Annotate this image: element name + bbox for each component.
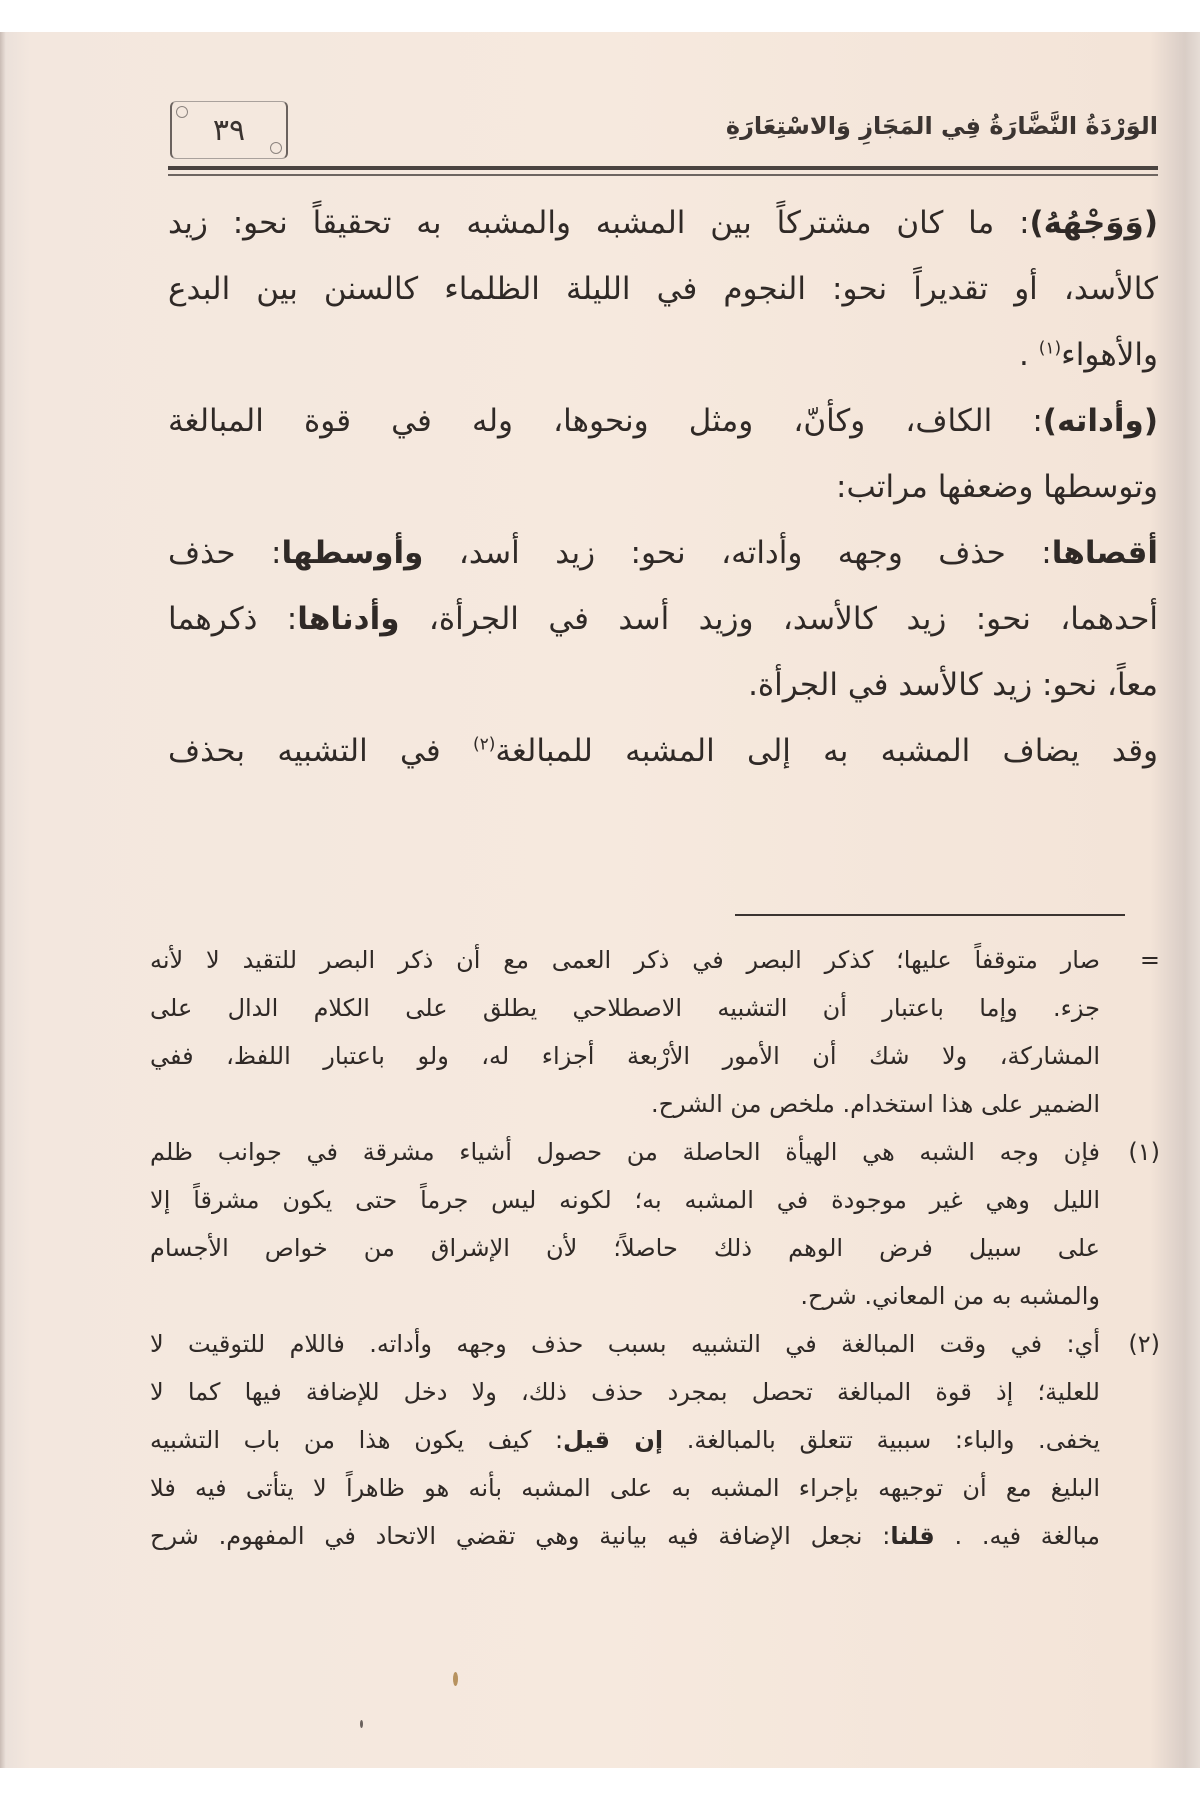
body-line: وتوسطها وضعفها مراتب:	[836, 469, 1158, 505]
term-bold: قلنا	[890, 1522, 935, 1550]
body-line: كالأسد، أو تقديراً نحو: النجوم في الليلة الظلماء كالسنن بين البدع	[168, 271, 1158, 307]
footnote-marker	[1100, 1176, 1160, 1224]
page-number: ٣٩	[212, 112, 246, 148]
footnote-marker	[1100, 1464, 1160, 1512]
footnote-line: = صار متوقفاً عليها؛ كذكر البصر في ذكر العمى مع أن ذكر البصر للتقيد لا لأنه	[150, 936, 1160, 984]
main-text	[168, 190, 1158, 784]
footnote-marker-1: (١)	[1128, 1138, 1160, 1166]
paper-speck	[453, 1672, 458, 1686]
footnote-marker: =	[1139, 946, 1160, 974]
footnote-separator	[735, 914, 1125, 916]
page-number-box	[170, 101, 288, 159]
term-bold: وأدناها	[297, 601, 400, 637]
footnote-marker	[1100, 1224, 1160, 1272]
footnote-marker	[1100, 984, 1160, 1032]
term-bold: وأوسطها	[281, 535, 424, 571]
body-line: وقد يضاف المشبه به إلى المشبه للمبالغة$^{(٢)}$ في التشبيه بحذف	[168, 733, 1158, 769]
header-rule	[168, 166, 1158, 176]
footnote-ref[interactable]: (٢)	[472, 734, 496, 755]
footnote-marker	[1100, 1032, 1160, 1080]
footnote-line: للعلية؛ إذ قوة المبالغة تحصل بمجرد حذف ذلك، ولا دخل للإضافة فيها كما لا	[150, 1368, 1160, 1416]
paper-speck	[360, 1720, 363, 1728]
footnote-line: والمشبه به من المعاني. شرح.	[150, 1272, 1160, 1320]
term-bold: (وَوَجْهُهُ)	[1029, 205, 1158, 241]
footnote-line: على سبيل فرض الوهم ذلك حاصلاً؛ لأن الإشراق من خواص الأجسام	[150, 1224, 1160, 1272]
term-bold: (وأداته)	[1042, 403, 1158, 439]
footnote-line: (٢) أي: في وقت المبالغة في التشبيه بسبب حذف وجهه وأداته. فاللام للتوقيت لا	[150, 1320, 1160, 1368]
footnote-marker-2: (٢)	[1128, 1330, 1160, 1358]
footnote-marker	[1100, 1272, 1160, 1320]
footnote-line: مبالغة فيه. . قلنا: نجعل الإضافة فيه بيانية وهي تقضي الاتحاد في المفهوم. شرح	[150, 1512, 1160, 1560]
running-title: الوَرْدَةُ النَّضَّارَةُ فِي المَجَازِ وَالاسْتِعَارَةِ	[725, 112, 1158, 140]
footnote-line: يخفى. والباء: سببية تتعلق بالمبالغة. إن قيل: كيف يكون هذا من باب التشبيه	[150, 1416, 1160, 1464]
footnote-line: البليغ مع أن توجيهه بإجراء المشبه به على المشبه بأنه هو ظاهراً لا يتأتى فيه فلا	[150, 1464, 1160, 1512]
footnote-line: المشاركة، ولا شك أن الأمور الأرْبعة أجزاء له، ولو باعتبار اللفظ، ففي	[150, 1032, 1160, 1080]
body-line: أقصاها: حذف وجهه وأداته، نحو: زيد أسد، وأوسطها: حذف	[168, 535, 1158, 571]
footnote-line: جزء. وإما باعتبار أن التشبيه الاصطلاحي يطلق على الكلام الدال على	[150, 984, 1160, 1032]
footnote-marker	[1100, 1080, 1160, 1128]
footnote-line: الليل وهي غير موجودة في المشبه به؛ لكونه ليس جرماً حتى يكون مشرقاً إلا	[150, 1176, 1160, 1224]
body-line: والأهواء$^{(١)}$ .	[1019, 337, 1158, 373]
term-bold: أقصاها	[1051, 535, 1158, 571]
footnote-ref[interactable]: (١)	[1038, 338, 1062, 359]
footnotes	[150, 936, 1160, 1560]
footnote-marker	[1100, 1416, 1160, 1464]
footnote-line: الضمير على هذا استخدام. ملخص من الشرح.	[150, 1080, 1160, 1128]
footnote-marker	[1100, 1368, 1160, 1416]
body-line: (وأداته): الكاف، وكأنّ، ومثل ونحوها، وله في قوة المبالغة	[168, 403, 1158, 439]
term-bold: إن قيل	[563, 1426, 664, 1454]
footnote-marker	[1100, 1512, 1160, 1560]
body-line: أحدهما، نحو: زيد كالأسد، وزيد أسد في الجرأة، وأدناها: ذكرهما	[168, 601, 1158, 637]
body-line: (وَوَجْهُهُ): ما كان مشتركاً بين المشبه والمشبه به تحقيقاً نحو: زيد	[168, 205, 1158, 241]
page-edge	[0, 32, 6, 1768]
footnote-line: (١) فإن وجه الشبه هي الهيأة الحاصلة من حصول أشياء مشرقة في جوانب ظلم	[150, 1128, 1160, 1176]
body-line: معاً، نحو: زيد كالأسد في الجرأة.	[748, 667, 1158, 703]
